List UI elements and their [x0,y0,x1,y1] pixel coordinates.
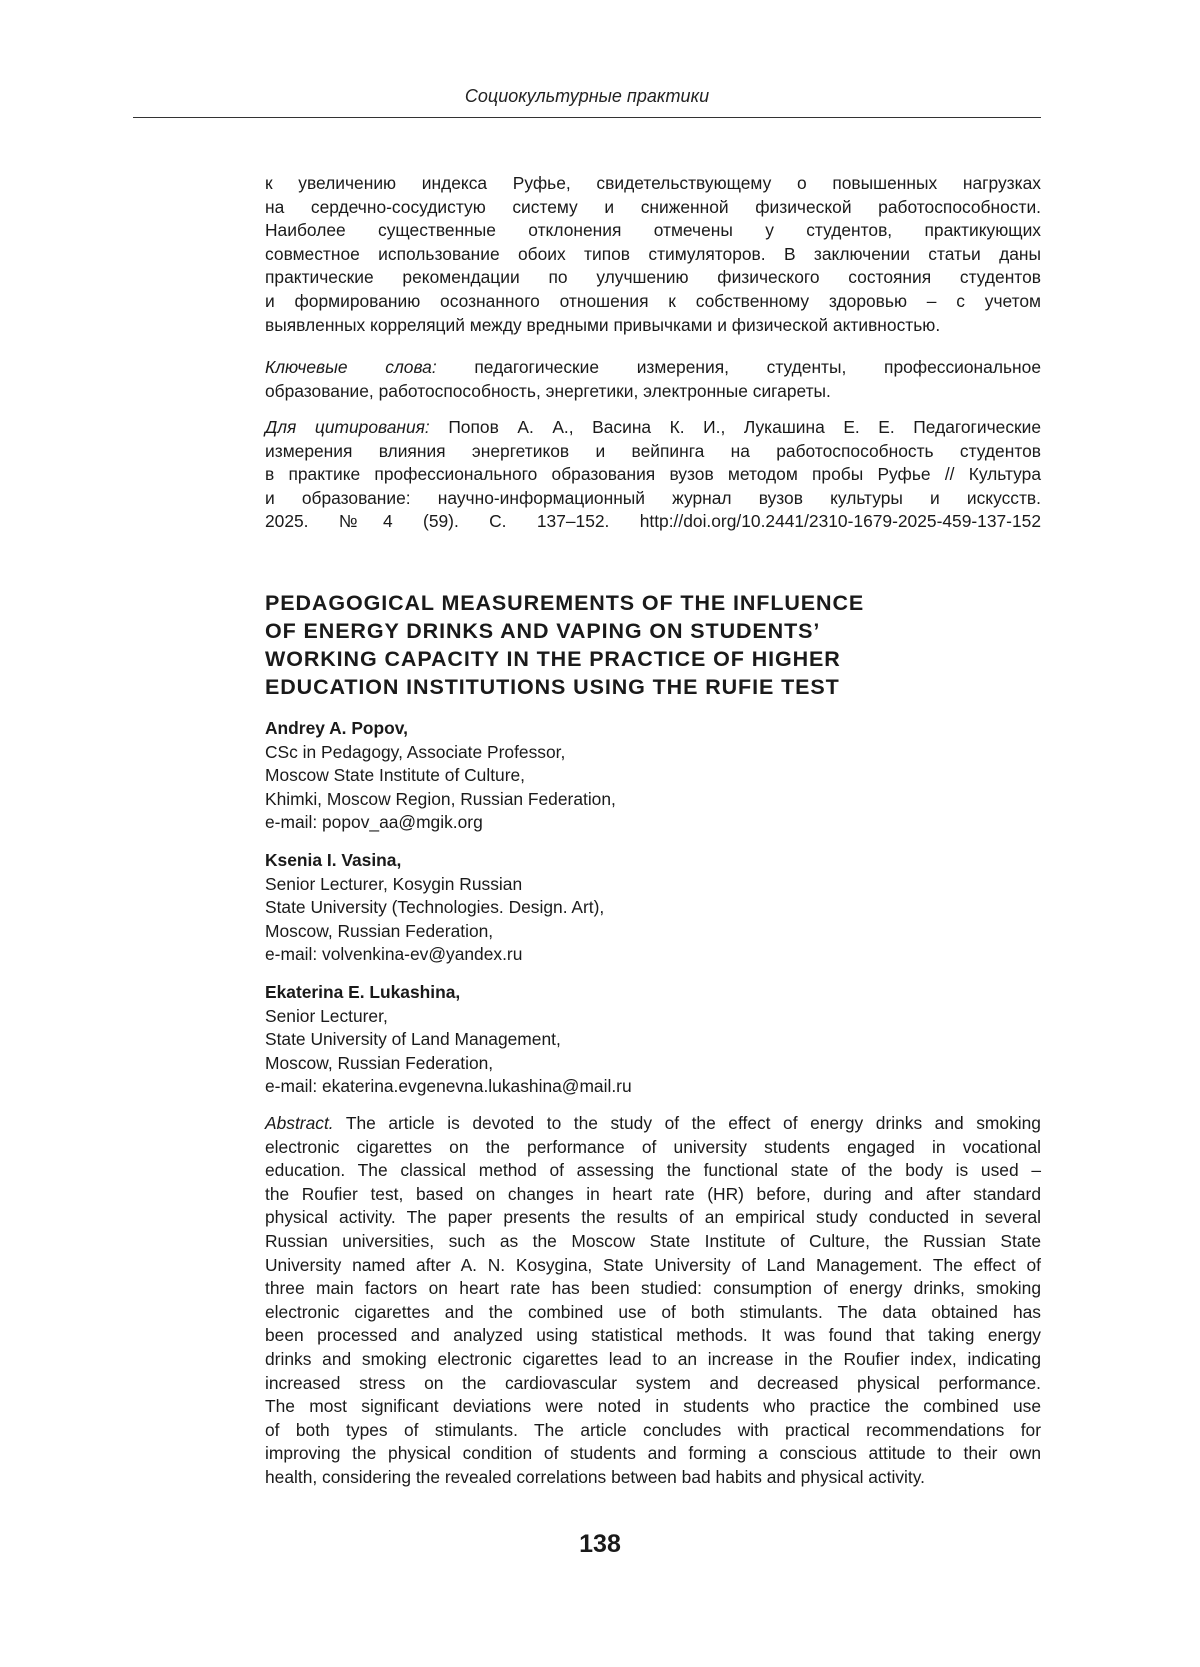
author-block [265,717,865,835]
english-title-line: EDUCATION INSTITUTIONS USING THE RUFIE TEST [265,675,840,699]
keywords-line: образование, работоспособность, энергетики, электронные сигареты. [265,380,831,401]
en-abstract-line: health, considering the revealed correlations between bad habits and physical activity. [265,1466,925,1487]
english-title-line: PEDAGOGICAL MEASUREMENTS OF THE INFLUENCE [265,591,865,615]
en-abstract [265,1112,1041,1490]
keywords [265,356,1041,403]
en-abstract-line: of both types of stimulants. The article concludes with practical recommendations for [265,1419,1041,1440]
en-abstract-line [265,1112,1041,1136]
en-abstract-line: three main factors on heart rate has been studied: consumption of energy drinks, smoking [265,1278,1041,1299]
author-affiliation: Senior Lecturer, [265,1005,388,1026]
ru-abstract-line: практические рекомендации по улучшению физического состояния студентов [265,267,1041,288]
author-email[interactable]: e-mail: popov_aa@mgik.org [265,812,483,833]
running-head: Социокультурные практики [464,86,710,106]
en-abstract-line: improving the physical condition of students and forming a conscious attitude to their own [265,1443,1041,1464]
author-affiliation: CSc in Pedagogy, Associate Professor, [265,741,566,762]
ru-abstract [265,172,1041,337]
citation-text: Попов А. А., Васина К. И., Лукашина Е. Е. Педагогические [448,417,1042,437]
en-abstract-line: drinks and smoking electronic cigarettes lead to an increase in the Roufier index, indicating [265,1348,1041,1369]
en-abstract-text: The article is devoted to the study of the effect of energy drinks and smoking [345,1113,1041,1133]
author-affiliation: State University of Land Management, [265,1029,561,1050]
en-abstract-line: education. The classical method of assessing the functional state of the body is used – [265,1160,1041,1181]
en-abstract-line: University named after A. N. Kosygina, State University of Land Management. The effect of [265,1254,1041,1275]
keywords-text: педагогические измерения, студенты, профессиональное [474,357,1041,377]
header-rule [133,117,1041,118]
author-block [265,981,865,1099]
author-affiliation: Moscow, Russian Federation, [265,1052,494,1073]
author-affiliation: Moscow, Russian Federation, [265,920,494,941]
en-abstract-line: electronic cigarettes on the performance of university students engaged in vocational [265,1136,1041,1157]
author-affiliation: Senior Lecturer, Kosygin Russian [265,873,523,894]
citation-line: и образование: научно-информационный журнал вузов культуры и искусств. [265,487,1041,508]
author-affiliation: Moscow State Institute of Culture, [265,765,526,786]
author-email[interactable]: e-mail: ekaterina.evgenevna.lukashina@mail.ru [265,1076,632,1097]
en-abstract-line: physical activity. The paper presents the results of an empirical study conducted in several [265,1207,1041,1228]
citation-line [265,416,1041,440]
keywords-line [265,356,1041,380]
ru-abstract-line: совместное использование обоих типов стимуляторов. В заключении статьи даны [265,243,1041,264]
abstract-label: Abstract. [265,1113,334,1133]
en-abstract-line: increased stress on the cardiovascular system and decreased physical performance. [265,1372,1041,1393]
citation-doi-line[interactable]: 2025. №4 (59). С. 137–152. http://doi.org/10.2441/2310-1679-2025-459-137-152 [265,511,1041,532]
citation-line: измерения влияния энергетиков и вейпинга на работоспособность студентов [265,440,1041,461]
keywords-label: Ключевые слова: [265,357,437,377]
citation [265,416,1041,534]
author-affiliation: Khimki, Moscow Region, Russian Federation, [265,788,616,809]
ru-abstract-line: к увеличению индекса Руфье, свидетельствующему о повышенных нагрузках [265,173,1041,193]
en-abstract-line: been processed and analyzed using statistical methods. It was found that taking energy [265,1325,1041,1346]
en-abstract-line: Russian universities, such as the Moscow State Institute of Culture, the Russian State [265,1230,1041,1251]
english-title-line: WORKING CAPACITY IN THE PRACTICE OF HIGHER [265,647,841,671]
author-name: Andrey A. Popov, [265,718,409,738]
ru-abstract-line: и формированию осознанного отношения к собственному здоровью – с учетом [265,290,1041,311]
author-affiliation: State University (Technologies. Design. Art), [265,897,605,918]
citation-label: Для цитирования: [265,417,430,437]
english-title [265,589,945,701]
author-name: Ksenia I. Vasina, [265,850,402,870]
en-abstract-line: The most significant deviations were noted in students who practice the combined use [265,1396,1041,1417]
ru-abstract-line: на сердечно-сосудистую систему и сниженной физической работоспособности. [265,196,1041,217]
citation-line: в практике профессионального образования вузов методом пробы Руфье // Культура [265,464,1041,485]
author-name: Ekaterina E. Lukashina, [265,982,461,1002]
ru-abstract-line: выявленных корреляций между вредными привычками и физической активностью. [265,314,941,335]
english-title-line: OF ENERGY DRINKS AND VAPING ON STUDENTS’ [265,619,821,643]
page-number: 138 [579,1530,621,1558]
en-abstract-line: the Roufier test, based on changes in heart rate (HR) before, during and after standard [265,1183,1041,1204]
ru-abstract-line: Наиболее существенные отклонения отмечены у студентов, практикующих [265,220,1041,241]
en-abstract-line: electronic cigarettes and the combined use of both stimulants. The data obtained has [265,1301,1041,1322]
author-email[interactable]: e-mail: volvenkina-ev@yandex.ru [265,944,523,965]
author-block [265,849,865,967]
